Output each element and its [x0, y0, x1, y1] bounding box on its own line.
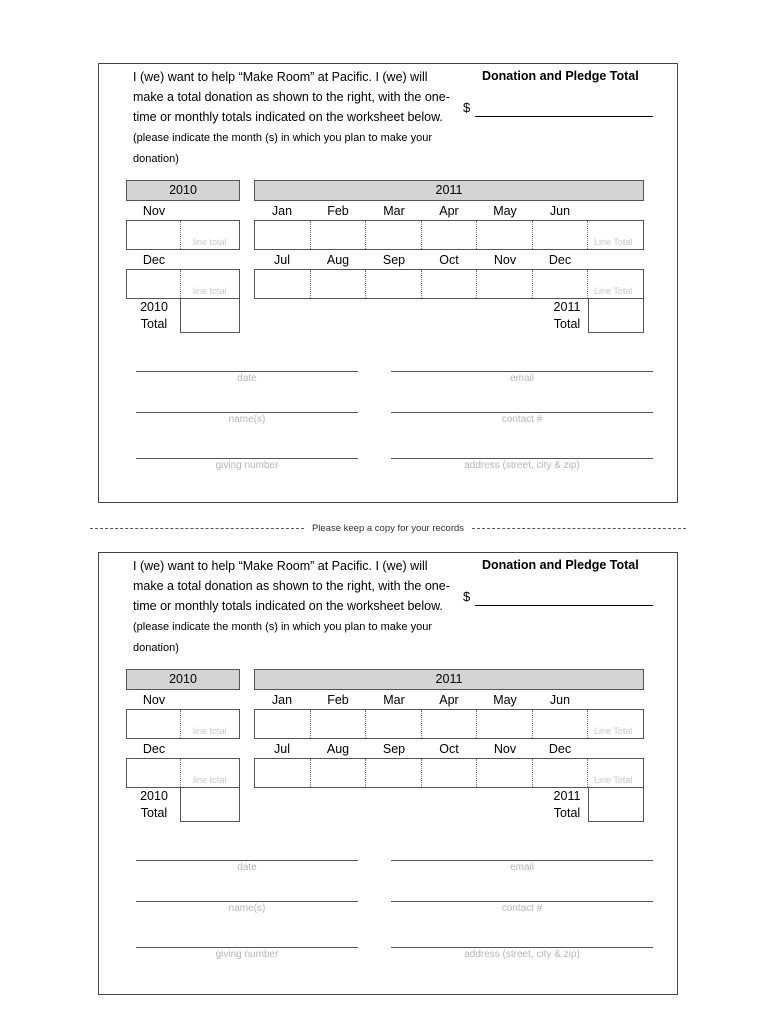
total-2011-label: [539, 788, 595, 822]
amount-cell-jul[interactable]: [255, 759, 311, 787]
amount-cell-jul[interactable]: [255, 270, 311, 298]
donation-form-bottom: [98, 552, 678, 995]
row-2010-dec: [126, 269, 240, 299]
total-2011-word: Total: [553, 317, 581, 331]
amount-cell-sep[interactable]: [366, 270, 422, 298]
total-2010-label: [126, 788, 182, 822]
month-label-dec: Dec: [142, 742, 166, 756]
amount-cell-jun[interactable]: [533, 710, 588, 738]
month-label-nov: Nov: [142, 693, 166, 707]
contact-label: contact #: [501, 903, 543, 914]
intro-text: [133, 556, 453, 658]
amount-cell-jun[interactable]: [533, 221, 588, 249]
total-2010-year: 2010: [140, 300, 168, 314]
email-label: email: [510, 373, 534, 384]
month-label: Aug: [326, 742, 350, 756]
total-2010-year: 2010: [140, 789, 168, 803]
line-total-hint: line total: [193, 775, 227, 785]
amount-cell-jan[interactable]: [255, 221, 311, 249]
amount-cell-nov[interactable]: [477, 270, 533, 298]
giving-number-label: giving number: [215, 949, 279, 960]
month-label: Jan: [271, 204, 293, 218]
intro-main: I (we) want to help “Make Room” at Pacific. I (we) will make a total donation as shown to the right, with the one-time or monthly totals indicated on the worksheet below.: [133, 70, 450, 124]
month-label-dec: Dec: [142, 253, 166, 267]
row-2011-jul-dec: [254, 269, 644, 299]
total-2010-field[interactable]: [180, 787, 240, 822]
amount-cell-feb[interactable]: [311, 221, 366, 249]
amount-cell-dec[interactable]: [127, 270, 181, 298]
amount-cell-dec[interactable]: [533, 759, 588, 787]
month-label: Mar: [383, 693, 405, 707]
line-total-hint: Line Total: [594, 726, 633, 736]
month-label: May: [493, 693, 517, 707]
total-2011-label: [539, 299, 595, 333]
names-label: name(s): [228, 903, 266, 914]
month-label: Jun: [549, 204, 571, 218]
date-line[interactable]: [136, 860, 358, 861]
intro-text: [133, 67, 453, 169]
month-label: Apr: [439, 204, 459, 218]
contact-label: contact #: [501, 414, 543, 425]
year-2011-header: 2011: [254, 669, 644, 690]
year-2011-header: 2011: [254, 180, 644, 201]
amount-cell-mar[interactable]: [366, 221, 422, 249]
row-2010-dec: [126, 758, 240, 788]
intro-main: I (we) want to help “Make Room” at Pacific. I (we) will make a total donation as shown to the right, with the one-time or monthly totals indicated on the worksheet below.: [133, 559, 450, 613]
currency-symbol: $: [463, 589, 471, 604]
line-total-hint: line total: [193, 237, 227, 247]
row-2011-jan-jun: [254, 709, 644, 739]
line-total-cell[interactable]: [588, 710, 643, 738]
line-total-hint: line total: [193, 286, 227, 296]
line-total-hint: Line Total: [594, 237, 633, 247]
amount-cell-nov[interactable]: [477, 759, 533, 787]
email-label: email: [510, 862, 534, 873]
names-label: name(s): [228, 414, 266, 425]
date-label: date: [237, 373, 257, 384]
amount-cell-oct[interactable]: [422, 759, 477, 787]
line-total-cell[interactable]: [588, 759, 643, 787]
amount-cell-may[interactable]: [477, 710, 533, 738]
intro-note: (please indicate the month (s) in which you plan to make your donation): [133, 621, 432, 654]
amount-cell-apr[interactable]: [422, 221, 477, 249]
line-total-cell[interactable]: [181, 710, 239, 738]
total-2011-field[interactable]: [588, 787, 644, 822]
line-total-hint: Line Total: [594, 286, 633, 296]
giving-number-line[interactable]: [136, 458, 358, 459]
year-2010-header: 2010: [126, 180, 240, 201]
total-2010-word: Total: [140, 317, 168, 331]
month-label: Oct: [439, 253, 459, 267]
total-2011-year: 2011: [553, 300, 581, 314]
month-label: Nov: [493, 742, 517, 756]
month-label: Mar: [383, 204, 405, 218]
month-label-nov: Nov: [142, 204, 166, 218]
month-label: Jan: [271, 693, 293, 707]
address-line[interactable]: [391, 458, 653, 459]
total-2010-field[interactable]: [180, 298, 240, 333]
month-label: Feb: [327, 693, 349, 707]
month-label: Jun: [549, 693, 571, 707]
line-total-cell[interactable]: [588, 270, 643, 298]
month-label: Dec: [548, 253, 572, 267]
line-total-hint: line total: [193, 726, 227, 736]
giving-number-label: giving number: [215, 460, 279, 471]
row-2010-nov: [126, 709, 240, 739]
address-label: address (street, city & zip): [464, 949, 580, 960]
month-label: Aug: [326, 253, 350, 267]
currency-symbol: $: [463, 100, 471, 115]
month-label: May: [493, 204, 517, 218]
month-label: Dec: [548, 742, 572, 756]
intro-note: (please indicate the month (s) in which you plan to make your donation): [133, 132, 432, 165]
amount-cell-oct[interactable]: [422, 270, 477, 298]
cut-separator: [90, 523, 686, 534]
email-line[interactable]: [391, 371, 653, 372]
amount-cell-aug[interactable]: [311, 759, 366, 787]
line-total-cell[interactable]: [181, 270, 239, 298]
amount-cell-apr[interactable]: [422, 710, 477, 738]
giving-number-line[interactable]: [136, 947, 358, 948]
amount-cell-aug[interactable]: [311, 270, 366, 298]
amount-cell-feb[interactable]: [311, 710, 366, 738]
month-label: Jul: [274, 253, 290, 267]
amount-cell-jan[interactable]: [255, 710, 311, 738]
month-label: Feb: [327, 204, 349, 218]
separator-dash-right: [472, 528, 686, 529]
contact-line[interactable]: [391, 901, 653, 902]
month-label: Nov: [493, 253, 517, 267]
amount-cell-sep[interactable]: [366, 759, 422, 787]
contact-line[interactable]: [391, 412, 653, 413]
row-2011-jan-jun: [254, 220, 644, 250]
email-line[interactable]: [391, 860, 653, 861]
total-2010-label: [126, 299, 182, 333]
year-2010-header: 2010: [126, 669, 240, 690]
amount-cell-mar[interactable]: [366, 710, 422, 738]
separator-text: Please keep a copy for your records: [311, 523, 465, 534]
amount-cell-dec[interactable]: [127, 759, 181, 787]
line-total-hint: Line Total: [594, 775, 633, 785]
month-label: Sep: [382, 253, 406, 267]
donation-pledge-title: Donation and Pledge Total: [482, 558, 639, 572]
total-2010-word: Total: [140, 806, 168, 820]
amount-cell-nov[interactable]: [127, 221, 181, 249]
address-line[interactable]: [391, 947, 653, 948]
donation-total-field[interactable]: [475, 605, 653, 606]
names-line[interactable]: [136, 412, 358, 413]
total-2011-year: 2011: [553, 789, 581, 803]
date-line[interactable]: [136, 371, 358, 372]
row-2011-jul-dec: [254, 758, 644, 788]
line-total-cell[interactable]: [181, 221, 239, 249]
donation-pledge-title: Donation and Pledge Total: [482, 69, 639, 83]
line-total-cell[interactable]: [181, 759, 239, 787]
donation-form-top: [98, 63, 678, 503]
separator-dash-left: [90, 528, 304, 529]
donation-total-field[interactable]: [475, 116, 653, 117]
amount-cell-dec[interactable]: [533, 270, 588, 298]
month-label: Sep: [382, 742, 406, 756]
total-2011-field[interactable]: [588, 298, 644, 333]
month-label: Jul: [274, 742, 290, 756]
address-label: address (street, city & zip): [464, 460, 580, 471]
month-label: Oct: [439, 742, 459, 756]
total-2011-word: Total: [553, 806, 581, 820]
line-total-cell[interactable]: [588, 221, 643, 249]
row-2010-nov: [126, 220, 240, 250]
month-label: Apr: [439, 693, 459, 707]
date-label: date: [237, 862, 257, 873]
amount-cell-may[interactable]: [477, 221, 533, 249]
amount-cell-nov[interactable]: [127, 710, 181, 738]
names-line[interactable]: [136, 901, 358, 902]
